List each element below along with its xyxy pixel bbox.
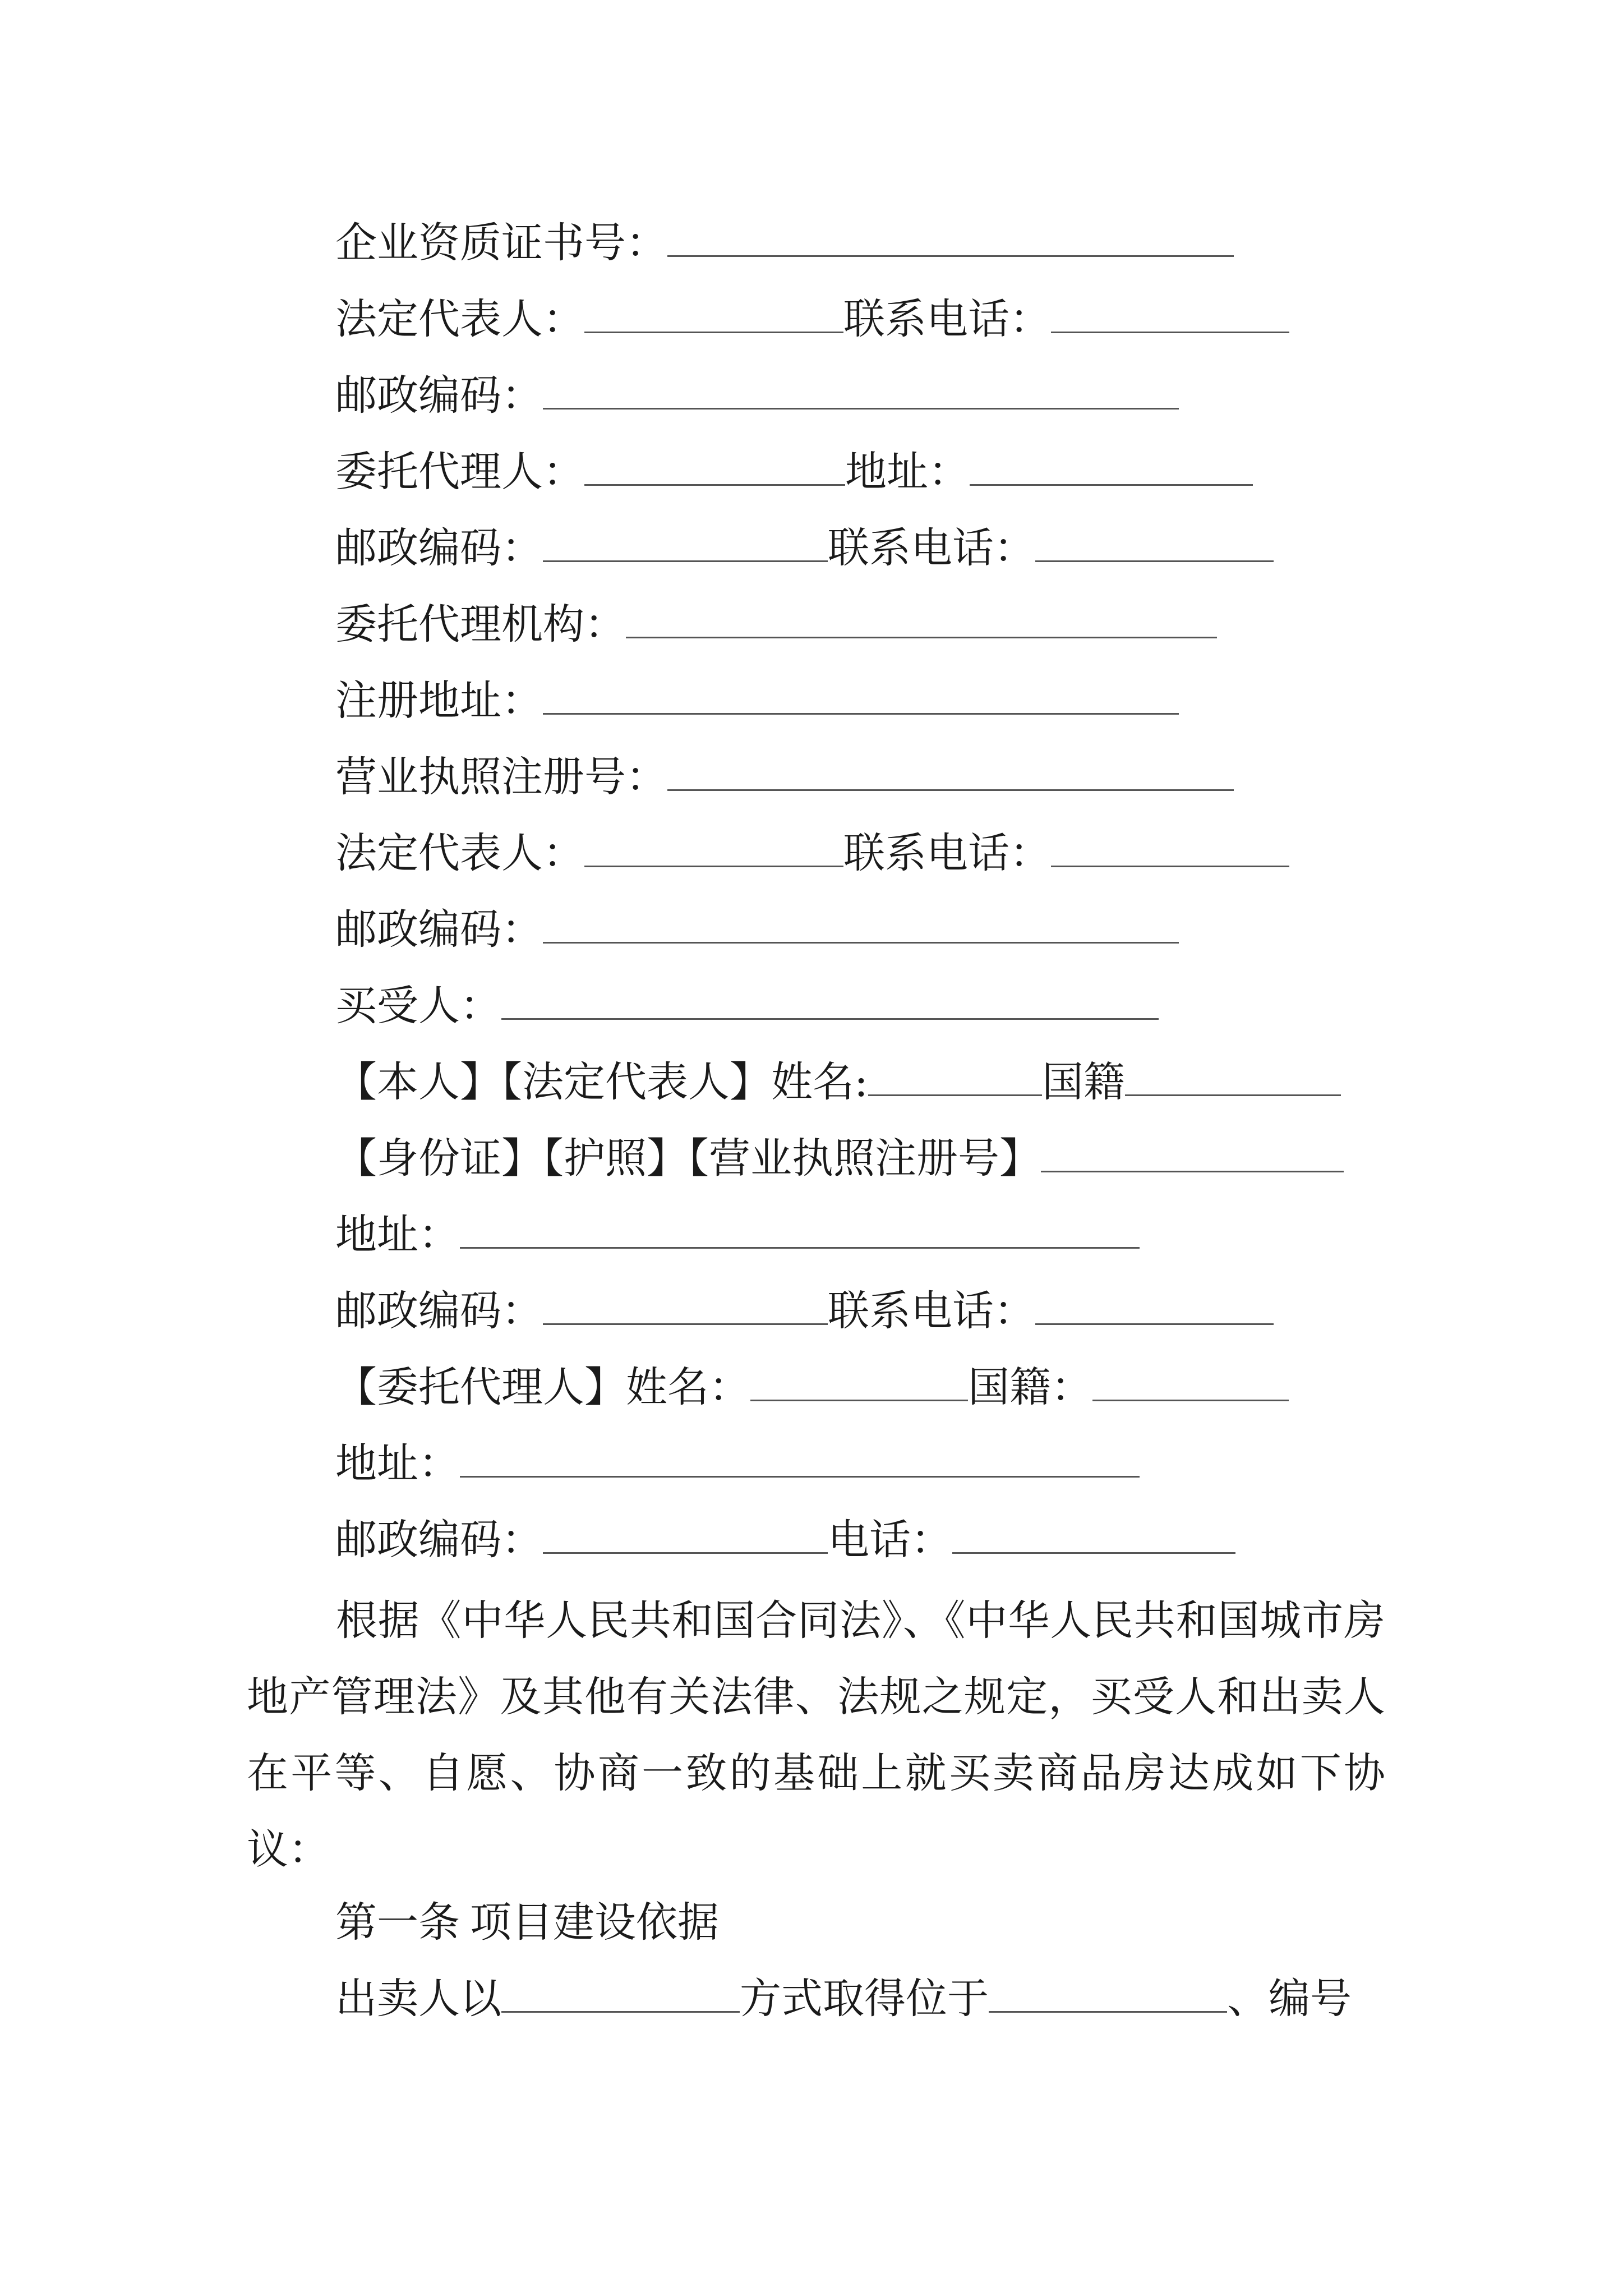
article-1-text-b: 方式取得位于 — [740, 1975, 989, 2023]
phone-blank[interactable] — [952, 1513, 1235, 1554]
article-1-text-a: 出卖人以 — [335, 1975, 501, 2023]
reg-address-blank[interactable] — [543, 674, 1179, 715]
nationality-label: 国籍： — [968, 1363, 1092, 1411]
postcode-label: 邮政编码： — [335, 1287, 543, 1335]
postcode-blank[interactable] — [543, 521, 828, 562]
legal-rep-blank[interactable] — [584, 292, 843, 333]
postcode-line-4 — [335, 1283, 1274, 1339]
nationality-label: 国籍 — [1041, 1058, 1125, 1106]
phone-label: 联系电话： — [828, 524, 1035, 572]
article-1-text-c: 、编号 — [1227, 1975, 1352, 2023]
reg-address-label: 注册地址： — [335, 677, 543, 725]
nationality-blank[interactable] — [1125, 1055, 1341, 1096]
agency-label: 委托代理机构： — [335, 600, 626, 648]
phone-label: 联系电话： — [828, 1287, 1035, 1335]
legal-rep-line-2 — [335, 825, 1289, 881]
postcode-line-3 — [335, 901, 1179, 958]
method-blank[interactable] — [501, 1972, 740, 2013]
nationality-blank[interactable] — [1092, 1360, 1289, 1401]
address-label: 地址： — [335, 1439, 460, 1488]
phone-label: 联系电话： — [843, 295, 1051, 343]
buyer-line — [335, 978, 1159, 1034]
license-blank[interactable] — [667, 750, 1234, 791]
postcode-blank[interactable] — [543, 903, 1179, 944]
legal-rep-line-1 — [335, 291, 1289, 347]
phone-label: 电话： — [828, 1516, 952, 1564]
buyer-agent-blank[interactable] — [750, 1360, 968, 1401]
postcode-blank[interactable] — [543, 369, 1179, 409]
address-blank[interactable] — [460, 1208, 1140, 1249]
agency-blank[interactable] — [626, 597, 1217, 638]
address-blank[interactable] — [970, 445, 1253, 486]
buyer-agent-line — [335, 1359, 1289, 1415]
address-line-1 — [335, 1207, 1140, 1263]
address-blank[interactable] — [460, 1437, 1140, 1478]
location-blank[interactable] — [989, 1972, 1227, 2013]
phone-blank[interactable] — [1035, 1284, 1274, 1325]
address-label: 地址： — [845, 448, 970, 496]
license-label: 营业执照注册号： — [335, 753, 667, 801]
postcode-label: 邮政编码： — [335, 1516, 543, 1564]
buyer-blank[interactable] — [501, 979, 1159, 1020]
buyer-agent-label: 【委托代理人】姓名： — [335, 1363, 750, 1411]
article-1-heading — [335, 1894, 719, 1950]
buyer-label: 买受人： — [335, 982, 501, 1030]
enterprise-cert-label: 企业资质证书号： — [335, 219, 667, 267]
postcode-label: 邮政编码： — [335, 905, 543, 954]
article-number: 第一条 — [335, 1898, 460, 1947]
postcode-line-5 — [335, 1512, 1235, 1568]
postcode-label: 邮政编码： — [335, 371, 543, 420]
legal-rep-label: 法定代表人： — [335, 295, 584, 343]
postcode-blank[interactable] — [543, 1284, 828, 1325]
address-label: 地址： — [335, 1211, 460, 1259]
legal-rep-blank[interactable] — [584, 826, 843, 867]
postcode-line-1 — [335, 367, 1179, 424]
postcode-line-2 — [335, 520, 1274, 576]
phone-blank[interactable] — [1035, 521, 1274, 562]
enterprise-cert-blank[interactable] — [667, 216, 1234, 257]
enterprise-cert-line — [335, 215, 1234, 271]
phone-blank[interactable] — [1051, 826, 1289, 867]
phone-label: 联系电话： — [843, 829, 1051, 877]
preamble-paragraph — [247, 1582, 1385, 1888]
id-line — [335, 1130, 1344, 1186]
buyer-name-blank[interactable] — [868, 1055, 1042, 1096]
address-line-2 — [335, 1435, 1140, 1492]
postcode-blank[interactable] — [543, 1513, 828, 1554]
id-label: 【身份证】【护照】【营业执照注册号】 — [335, 1134, 1041, 1182]
id-blank[interactable] — [1041, 1131, 1344, 1172]
postcode-label: 邮政编码： — [335, 524, 543, 572]
buyer-name-line — [335, 1054, 1341, 1110]
phone-blank[interactable] — [1051, 292, 1289, 333]
buyer-name-label: 【本人】【法定代表人】姓名: — [335, 1058, 868, 1106]
license-line — [335, 749, 1234, 805]
agency-line — [335, 596, 1217, 652]
article-title: 项目建设依据 — [470, 1898, 719, 1947]
preamble-text: 根据《中华人民共和国合同法》、《中华人民共和国城市房地产管理法》及其他有关法律、法规之规定，买受人和出卖人在平等、自愿、协商一致的基础上就买卖商品房达成如下协议： — [247, 1596, 1385, 1874]
reg-address-line — [335, 673, 1179, 729]
agent-label: 委托代理人： — [335, 448, 584, 496]
agent-line-1 — [335, 444, 1253, 500]
legal-rep-label: 法定代表人： — [335, 829, 584, 877]
agent-blank[interactable] — [584, 445, 845, 486]
article-1-first-line — [335, 1971, 1352, 2027]
